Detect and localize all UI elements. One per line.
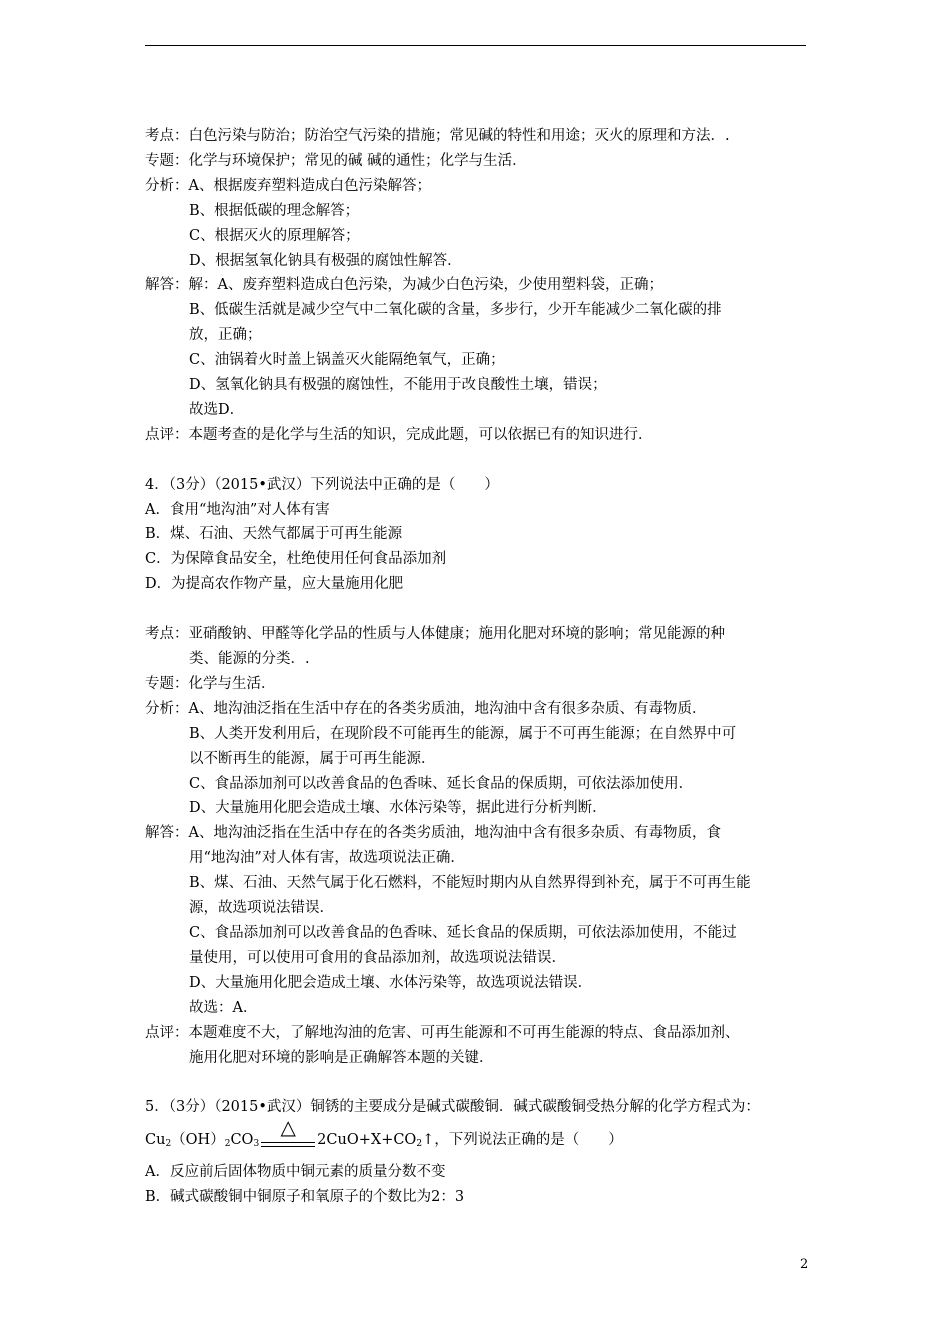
q4-option-d: D．为提高农作物产量，应大量施用化肥: [145, 576, 404, 593]
q3-dianping: 点评：本题考查的是化学与生活的知识，完成此题，可以依据已有的知识进行．: [145, 426, 653, 443]
question-5: [145, 1095, 810, 1210]
eq-formula: CO: [230, 1132, 254, 1149]
q3-jieda-line: C、油锅着火时盖上锅盖灭火能隔绝氧气，正确；: [189, 352, 505, 369]
eq-formula: （OH）: [171, 1132, 225, 1149]
q4-stem: 4．（3分）（2015•武汉）下列说法中正确的是（ ）: [145, 476, 499, 493]
q3-analysis: [145, 124, 810, 448]
eq-subscript: 3: [253, 1139, 260, 1150]
q4-option-c: C．为保障食品安全，杜绝使用任何食品添加剂: [145, 551, 447, 568]
q4-jieda-line: B、煤、石油、天然气属于化石燃料，不能短时期内从自然界得到补充，属于不可再生能: [189, 875, 751, 892]
q3-fenxi-line: C、根据灭火的原理解答；: [189, 227, 360, 244]
eq-tail: ↑，下列说法正确的是（ ）: [422, 1132, 623, 1149]
q4-jieda-line: 故选：A．: [189, 999, 258, 1016]
q4-jieda-line: D、大量施用化肥会造成土壤、水体污染等，故选项说法错误．: [189, 974, 593, 991]
q3-kaodian: 考点：白色污染与防治；防治空气污染的措施；常见碱的特性和用途；灭火的原理和方法．.: [145, 128, 730, 144]
eq-formula: Cu: [145, 1132, 166, 1149]
q4-jieda-line: 解答：A、地沟油泛指在生活中存在的各类劣质油，地沟油中含有很多杂质、有毒物质，食: [145, 825, 721, 842]
q4-option-b: B．煤、石油、天然气都属于可再生能源: [145, 526, 403, 543]
q4-jieda-line: 量使用，可以使用可食用的食品添加剂，故选项说法错误．: [189, 949, 566, 966]
q5-equation: [145, 1115, 810, 1160]
q4-dianping-cont: 施用化肥对环境的影响是正确解答本题的关键．: [189, 1049, 494, 1066]
q5-option-a: A．反应前后固体物质中铜元素的质量分数不变: [145, 1164, 446, 1181]
eq-reaction-condition: [259, 1115, 317, 1160]
q3-jieda-line: 解答：解：A、废弃塑料造成白色污染，为减少白色污染，少使用塑料袋，正确；: [145, 277, 663, 294]
q4-fenxi-line: 分析：A、地沟油泛指在生活中存在的各类劣质油，地沟油中含有很多杂质、有毒物质．: [145, 700, 707, 717]
q4-analysis: [145, 622, 810, 1070]
question-4: [145, 473, 810, 598]
q4-zhuanti: 专题：化学与生活．: [145, 675, 276, 692]
q4-kaodian-cont: 类、能源的分类．.: [189, 651, 310, 667]
q4-fenxi-line: B、人类开发利用后，在现阶段不可能再生的能源，属于不可再生能源；在自然界中可: [189, 725, 737, 742]
q5-option-b: B．碱式碳酸铜中铜原子和氧原子的个数比为2：3: [145, 1189, 465, 1206]
header-rule: [145, 45, 806, 46]
page-body: [145, 124, 810, 1210]
q5-stem: 5．（3分）（2015•武汉）铜锈的主要成分是碱式碳酸铜．碱式碳酸铜受热分解的化学方程式为：: [145, 1099, 760, 1116]
eq-subscript: 2: [165, 1139, 172, 1150]
eq-subscript: 2: [416, 1139, 423, 1150]
q3-fenxi-line: B、根据低碳的理念解答；: [189, 202, 360, 219]
q4-jieda-line: C、食品添加剂可以改善食品的色香味、延长食品的保质期，可依法添加使用，不能过: [189, 924, 737, 941]
q3-jieda-line: D、氢氧化钠具有极强的腐蚀性，不能用于改良酸性土壤，错误；: [189, 377, 607, 394]
q4-dianping: 点评：本题难度不大，了解地沟油的危害、可再生能源和不可再生能源的特点、食品添加剂、: [145, 1024, 740, 1041]
q4-jieda-line: 源，故选项说法错误．: [189, 900, 334, 917]
q4-fenxi-line: 以不断再生的能源，属于可再生能源．: [189, 750, 436, 767]
q3-jieda-line: 放，正确；: [189, 327, 262, 344]
q4-fenxi-line: C、食品添加剂可以改善食品的色香味、延长食品的保质期，可依法添加使用．: [189, 775, 694, 792]
q3-jieda-line: B、低碳生活就是减少空气中二氧化碳的含量，多步行，少开车能减少二氧化碳的排: [189, 302, 722, 319]
q3-fenxi-line: D、根据氢氧化钠具有极强的腐蚀性解答．: [189, 252, 462, 269]
eq-formula: 2CuO+X+CO: [317, 1132, 417, 1149]
heat-triangle-icon: △: [280, 1115, 296, 1140]
q3-zhuanti: 专题：化学与环境保护；常见的碱 碱的通性；化学与生活．: [145, 152, 527, 169]
q3-fenxi-line: 分析：A、根据废弃塑料造成白色污染解答；: [145, 177, 431, 194]
q4-fenxi-line: D、大量施用化肥会造成土壤、水体污染等，据此进行分析判断．: [189, 800, 607, 817]
q3-jieda-line: 故选D．: [189, 401, 245, 418]
q4-option-a: A．食用“地沟油”对人体有害: [145, 501, 330, 518]
page-number: 2: [800, 1257, 809, 1272]
q4-jieda-line: 用“地沟油”对人体有害，故选项说法正确．: [189, 850, 465, 867]
q4-kaodian: 考点：亚硝酸钠、甲醛等化学品的性质与人体健康；施用化肥对环境的影响；常见能源的种: [145, 626, 725, 643]
eq-subscript: 2: [224, 1139, 231, 1150]
